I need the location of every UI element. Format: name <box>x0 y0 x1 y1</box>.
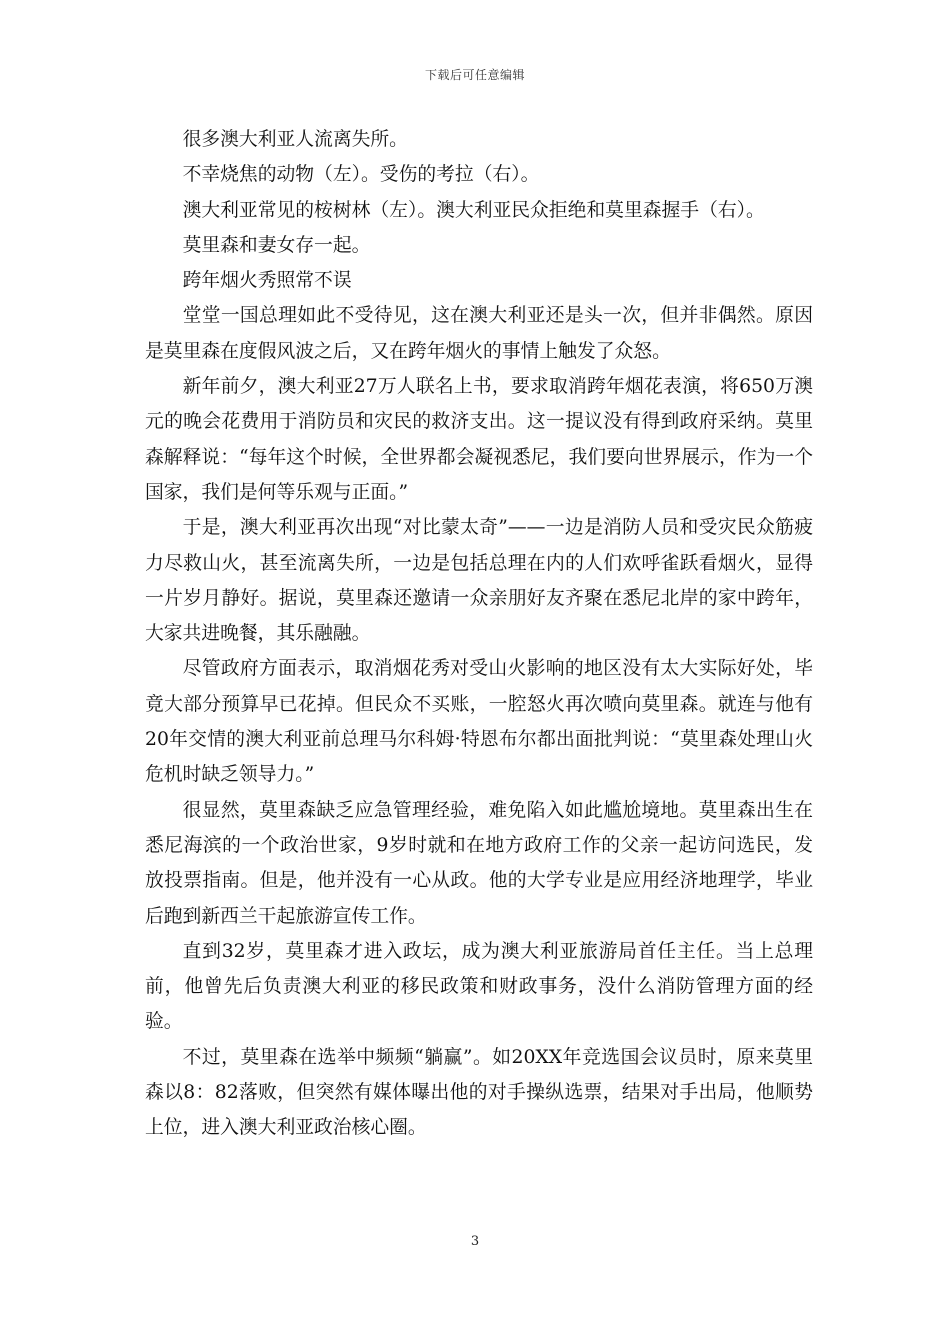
paragraph: 新年前夕，澳大利亚27万人联名上书，要求取消跨年烟花表演，将650万澳元的晚会花费用于消防员和灾民的救济支出。这一提议没有得到政府采纳。莫里森解释说：“每年这个时候，全世界都会凝视悉尼，我们要向世界展示，作为一个国家，我们是何等乐观与正面。” <box>145 376 813 503</box>
paragraph: 莫里森和妻女存一起。 <box>182 234 371 256</box>
paragraph: 很多澳大利亚人流离失所。 <box>182 129 408 150</box>
page-number: 3 <box>470 1234 480 1249</box>
body-text <box>145 122 813 1146</box>
page-header: 下载后可任意编辑 <box>424 68 525 82</box>
paragraph: 堂堂一国总理如此不受待见，这在澳大利亚还是头一次，但并非偶然。原因是莫里森在度假风波之后，又在跨年烟火的事情上触发了众怒。 <box>145 305 813 362</box>
paragraph: 不过，莫里森在选举中频频“躺赢”。如20XX年竞选国会议员时，原来莫里森以8：82落败，但突然有媒体曝出他的对手操纵选票，结果对手出局，他顺势上位，进入澳大利亚政治核心圈。 <box>145 1046 813 1139</box>
section-heading: 跨年烟火秀照常不误 <box>182 270 352 292</box>
paragraph: 很显然，莫里森缺乏应急管理经验，难免陷入如此尴尬境地。莫里森出生在悉尼海滨的一个政治世家，9岁时就和在地方政府工作的父亲一起访问选民，发放投票指南。但是，他并没有一心从政。他的大学专业是应用经济地理学，毕业后跑到新西兰干起旅游宣传工作。 <box>145 799 813 927</box>
paragraph: 直到32岁，莫里森才进入政坛，成为澳大利亚旅游局首任主任。当上总理前，他曾先后负责澳大利亚的移民政策和财政事务，没什么消防管理方面的经验。 <box>145 940 813 1033</box>
paragraph: 于是，澳大利亚再次出现“对比蒙太奇”——一边是消防人员和受灾民众筋疲力尽救山火，甚至流离失所，一边是包括总理在内的人们欢呼雀跃看烟火，显得一片岁月静好。据说，莫里森还邀请一众亲朋好友齐聚在悉尼北岸的家中跨年，大家共进晚餐，其乐融融。 <box>145 517 813 645</box>
paragraph: 尽管政府方面表示，取消烟花秀对受山火影响的地区没有太大实际好处，毕竟大部分预算早已花掉。但民众不买账，一腔怒火再次喷向莫里森。就连与他有20年交情的澳大利亚前总理马尔科姆·特恩布尔都出面批判说：“莫里森处理山火危机时缺乏领导力。” <box>145 658 813 786</box>
paragraph: 不幸烧焦的动物（左）。受伤的考拉（右）。 <box>182 164 540 186</box>
paragraph: 澳大利亚常见的桉树林（左）。澳大利亚民众拒绝和莫里森握手（右）。 <box>182 199 765 221</box>
